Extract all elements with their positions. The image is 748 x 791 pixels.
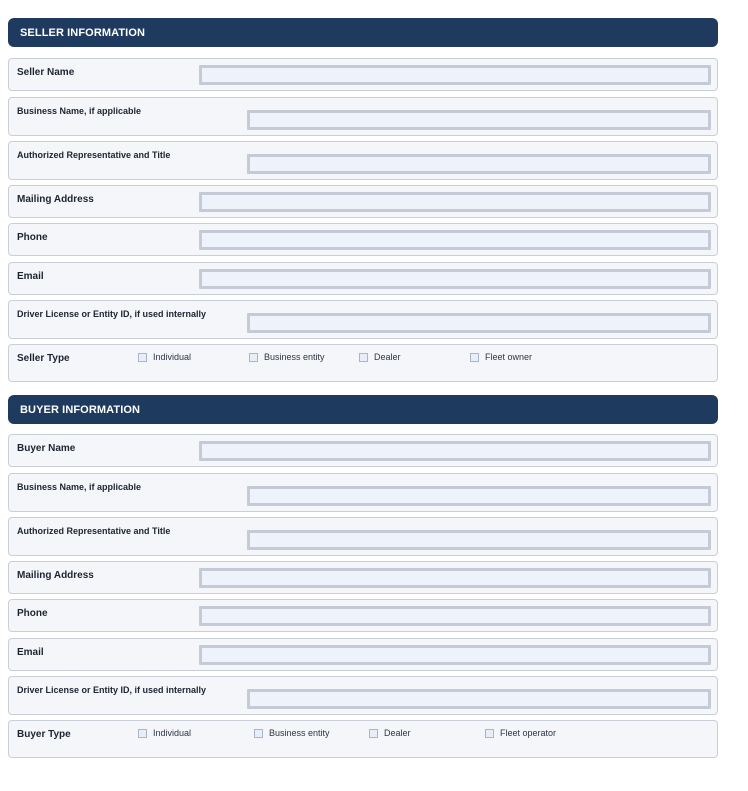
seller-address-input[interactable] xyxy=(199,192,711,212)
checkbox-icon[interactable] xyxy=(359,353,368,362)
checkbox-icon[interactable] xyxy=(254,729,263,738)
seller-type-business-entity[interactable]: Business entity xyxy=(249,352,325,362)
buyer-business-input[interactable] xyxy=(247,486,711,506)
seller-address-row xyxy=(8,185,718,218)
seller-type-individual[interactable]: Individual xyxy=(138,352,191,362)
checkbox-icon[interactable] xyxy=(470,353,479,362)
seller-email-row xyxy=(8,262,718,295)
seller-phone-input[interactable] xyxy=(199,230,711,250)
buyer-phone-input[interactable] xyxy=(199,606,711,626)
seller-business-input[interactable] xyxy=(247,110,711,130)
checkbox-icon[interactable] xyxy=(369,729,378,738)
buyer-id-label: Driver License or Entity ID, if used internally xyxy=(17,685,207,695)
buyer-business-row xyxy=(8,473,718,512)
buyer-type-dealer[interactable]: Dealer xyxy=(369,728,411,738)
seller-id-row xyxy=(8,300,718,339)
buyer-name-input[interactable] xyxy=(199,441,711,461)
seller-name-row xyxy=(8,58,718,91)
seller-email-input[interactable] xyxy=(199,269,711,289)
buyer-phone-row xyxy=(8,599,718,632)
seller-type-fleet-owner[interactable]: Fleet owner xyxy=(470,352,532,362)
checkbox-icon[interactable] xyxy=(138,353,147,362)
seller-section-header: SELLER INFORMATION xyxy=(8,18,718,47)
seller-type-label: Seller Type xyxy=(17,353,70,364)
seller-type-dealer[interactable]: Dealer xyxy=(359,352,401,362)
seller-rep-label: Authorized Representative and Title xyxy=(17,150,171,160)
checkbox-icon[interactable] xyxy=(249,353,258,362)
seller-phone-label: Phone xyxy=(17,232,48,243)
checkbox-icon[interactable] xyxy=(485,729,494,738)
buyer-rep-input[interactable] xyxy=(247,530,711,550)
seller-name-label: Seller Name xyxy=(17,67,75,78)
seller-name-input[interactable] xyxy=(199,65,711,85)
buyer-name-row xyxy=(8,434,718,467)
buyer-name-label: Buyer Name xyxy=(17,443,76,454)
seller-type-row xyxy=(8,344,718,382)
seller-id-input[interactable] xyxy=(247,313,711,333)
buyer-rep-row xyxy=(8,517,718,556)
buyer-type-row xyxy=(8,720,718,758)
seller-id-label: Driver License or Entity ID, if used internally xyxy=(17,309,207,319)
seller-email-label: Email xyxy=(17,271,44,282)
buyer-address-input[interactable] xyxy=(199,568,711,588)
buyer-address-label: Mailing Address xyxy=(17,570,94,581)
buyer-id-row xyxy=(8,676,718,715)
seller-business-row xyxy=(8,97,718,136)
seller-business-label: Business Name, if applicable xyxy=(17,106,142,116)
buyer-type-fleet-operator[interactable]: Fleet operator xyxy=(485,728,556,738)
seller-rep-input[interactable] xyxy=(247,154,711,174)
buyer-address-row xyxy=(8,561,718,594)
buyer-type-business-entity[interactable]: Business entity xyxy=(254,728,330,738)
buyer-email-row xyxy=(8,638,718,671)
seller-rep-row xyxy=(8,141,718,180)
buyer-id-input[interactable] xyxy=(247,689,711,709)
buyer-email-label: Email xyxy=(17,647,44,658)
checkbox-icon[interactable] xyxy=(138,729,147,738)
buyer-business-label: Business Name, if applicable xyxy=(17,482,142,492)
buyer-phone-label: Phone xyxy=(17,608,48,619)
buyer-section-header: BUYER INFORMATION xyxy=(8,395,718,424)
buyer-type-individual[interactable]: Individual xyxy=(138,728,191,738)
buyer-email-input[interactable] xyxy=(199,645,711,665)
seller-phone-row xyxy=(8,223,718,256)
buyer-type-label: Buyer Type xyxy=(17,729,71,740)
buyer-rep-label: Authorized Representative and Title xyxy=(17,526,171,536)
seller-address-label: Mailing Address xyxy=(17,194,94,205)
